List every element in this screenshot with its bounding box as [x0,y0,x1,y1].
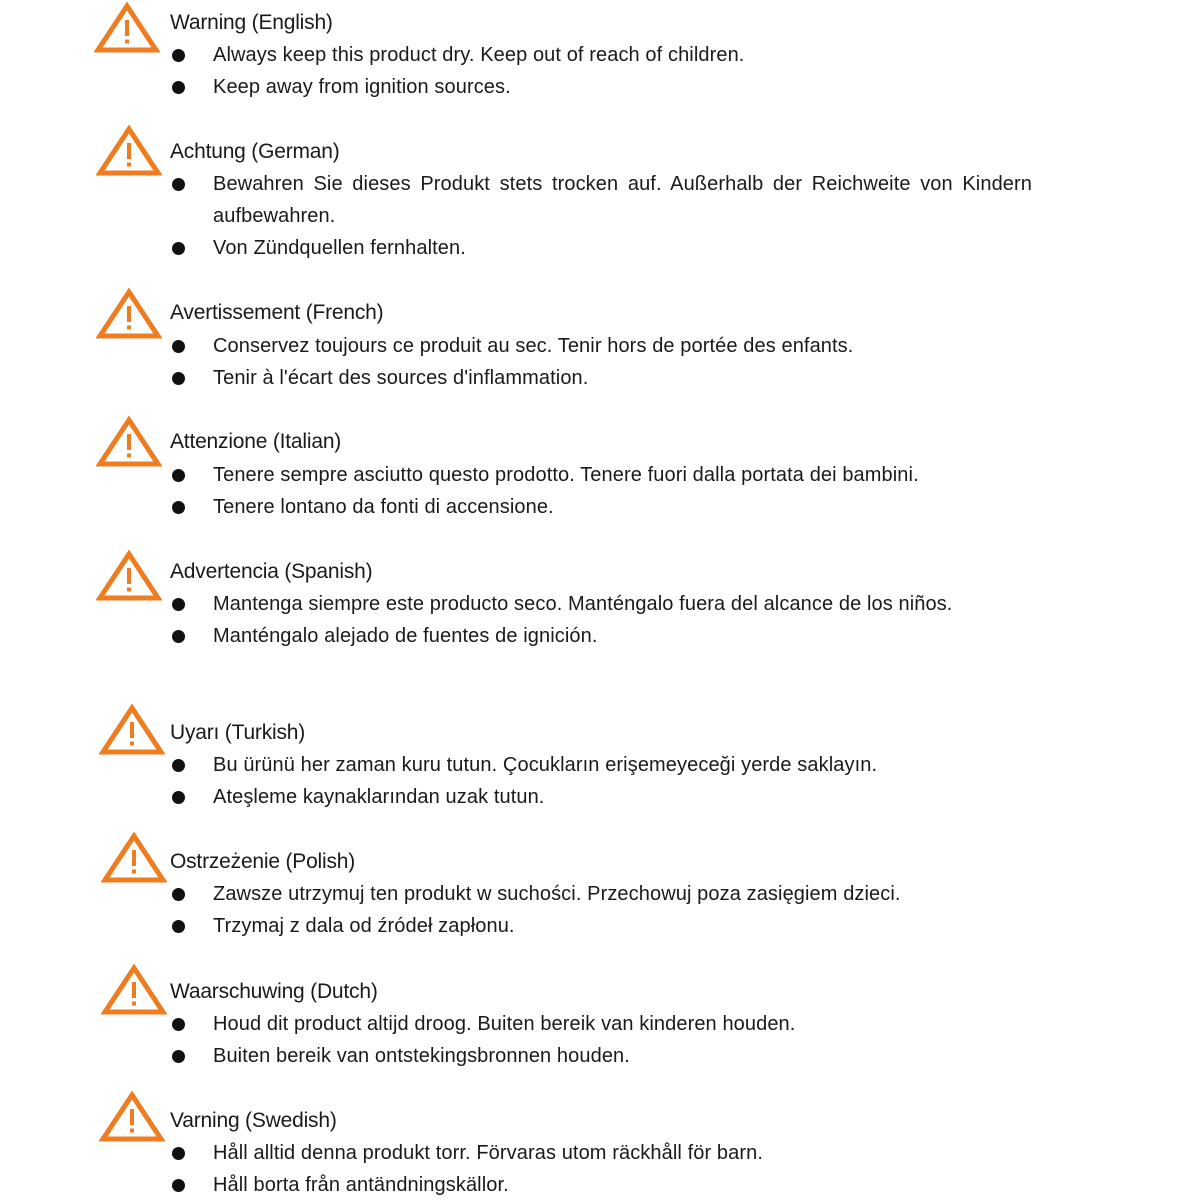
bullet-list [170,1137,1032,1201]
warning-triangle-icon [96,124,162,176]
bullet-text: Håll borta från antändningskällor. [213,1174,509,1196]
bullet-dot [172,1050,185,1063]
list-item [170,168,1032,232]
list-item [170,39,1032,71]
list-item [170,1169,1032,1201]
warning-triangle-icon [101,831,167,883]
bullet-dot [172,178,185,191]
bullet-dot [172,1018,185,1031]
bullet-dot [172,469,185,482]
bullet-text: Tenere lontano da fonti di accensione. [213,496,554,518]
list-item [170,910,1032,942]
bullet-dot [172,242,185,255]
section-heading: Attenzione (Italian) [170,430,342,453]
list-item [170,362,1032,394]
bullet-dot [172,759,185,772]
bullet-dot [172,49,185,62]
warning-triangle-icon [96,415,162,467]
bullet-text: Manténgalo alejado de fuentes de ignición. [213,625,598,647]
bullet-text: Trzymaj z dala od źródeł zapłonu. [213,915,515,937]
list-item [170,459,1032,491]
section-heading: Varning (Swedish) [170,1109,337,1132]
list-item [170,749,1032,781]
bullet-list [170,749,1032,813]
bullet-text: Keep away from ignition sources. [213,76,511,98]
bullet-list [170,39,1032,103]
bullet-text: Tenere sempre asciutto questo prodotto. Tenere fuori dalla portata dei bambini. [213,464,919,486]
bullet-text: Håll alltid denna produkt torr. Förvaras utom räckhåll för barn. [213,1142,763,1164]
bullet-dot [172,372,185,385]
bullet-dot [172,888,185,901]
bullet-text: Bu ürünü her zaman kuru tutun. Çocukların erişemeyeceği yerde saklayın. [213,754,878,776]
bullet-list [170,878,1032,942]
list-item [170,71,1032,103]
bullet-list [170,330,1032,394]
bullet-text: Tenir à l'écart des sources d'inflammation. [213,367,589,389]
warning-triangle-icon [96,549,162,601]
bullet-text: Conservez toujours ce produit au sec. Tenir hors de portée des enfants. [213,335,854,357]
list-item [170,232,1032,264]
bullet-list [170,459,1032,523]
bullet-dot [172,81,185,94]
warning-triangle-icon [99,703,165,755]
section-heading: Advertencia (Spanish) [170,560,373,583]
section-heading: Avertissement (French) [170,301,384,324]
bullet-list [170,168,1032,264]
bullet-text: Bewahren Sie dieses Produkt stets trocken auf. Außerhalb der Reichweite von Kindern aufbewahren. [213,173,1032,227]
warning-triangle-icon [94,1,160,53]
bullet-dot [172,1147,185,1160]
section-heading: Ostrzeżenie (Polish) [170,850,356,873]
list-item [170,491,1032,523]
list-item [170,1137,1032,1169]
warning-triangle-icon [99,1090,165,1142]
section-heading: Waarschuwing (Dutch) [170,980,378,1003]
list-item [170,1040,1032,1072]
bullet-text: Always keep this product dry. Keep out of reach of children. [213,44,745,66]
section-heading: Warning (English) [170,11,333,34]
bullet-list [170,1008,1032,1072]
bullet-dot [172,598,185,611]
bullet-text: Houd dit product altijd droog. Buiten bereik van kinderen houden. [213,1013,796,1035]
list-item [170,878,1032,910]
list-item [170,330,1032,362]
list-item [170,1008,1032,1040]
bullet-dot [172,630,185,643]
bullet-dot [172,501,185,514]
bullet-dot [172,1179,185,1192]
bullet-dot [172,340,185,353]
list-item [170,620,1032,652]
bullet-text: Von Zündquellen fernhalten. [213,237,466,259]
list-item [170,781,1032,813]
section-heading: Uyarı (Turkish) [170,721,306,744]
warning-triangle-icon [96,287,162,339]
bullet-text: Ateşleme kaynaklarından uzak tutun. [213,786,545,808]
list-item [170,588,1032,620]
bullet-dot [172,791,185,804]
bullet-text: Buiten bereik van ontstekingsbronnen houden. [213,1045,630,1067]
bullet-list [170,588,1032,652]
bullet-text: Mantenga siempre este producto seco. Manténgalo fuera del alcance de los niños. [213,593,953,615]
bullet-dot [172,920,185,933]
bullet-text: Zawsze utrzymuj ten produkt w suchości. Przechowuj poza zasięgiem dzieci. [213,883,901,905]
section-heading: Achtung (German) [170,140,340,163]
warning-triangle-icon [101,963,167,1015]
